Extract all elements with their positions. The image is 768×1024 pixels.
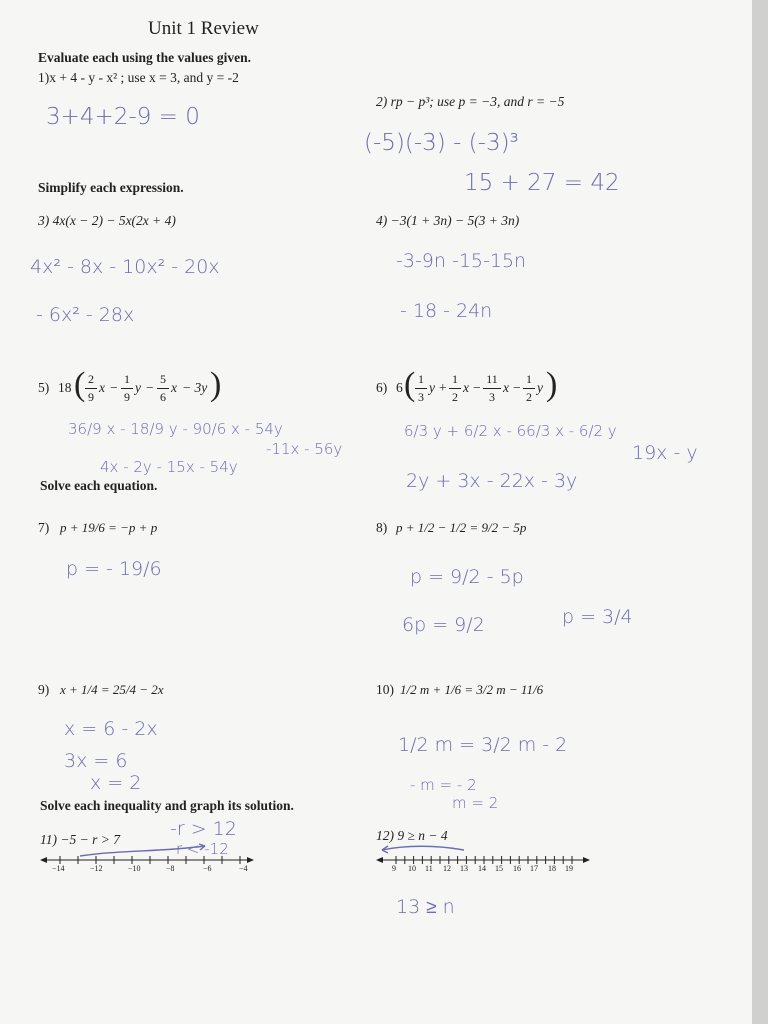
q5-work-line-1: 36/9 x - 18/9 y - 90/6 x - 54y (68, 420, 283, 438)
q5-t2-den: 9 (124, 390, 130, 404)
q9-work-line-2: 3x = 6 (64, 750, 128, 772)
question-8: p + 1/2 − 1/2 = 9/2 − 5p (396, 520, 527, 535)
q6-t1-var: y (429, 380, 435, 395)
section-solve-header: Solve each equation. (40, 478, 158, 493)
q7-handwritten-work: p = - 19/6 (66, 558, 162, 580)
q12-tick-label: 10 (408, 864, 416, 873)
q11-tick-label: −14 (52, 864, 65, 873)
q5-t2-var: y (135, 380, 141, 395)
question-12: 12) 9 ≥ n − 4 (376, 828, 448, 843)
q10-work-line-3: m = 2 (452, 794, 499, 812)
q6-t3-num: 11 (486, 372, 498, 386)
section-simplify-header: Simplify each expression. (38, 180, 184, 195)
q5-work-line-3: -11x - 56y (266, 440, 343, 458)
q12-tick-label: 19 (565, 864, 573, 873)
q12-tick-label: 16 (513, 864, 521, 873)
q5-work-line-2: 4x - 2y - 15x - 54y (100, 458, 238, 476)
q5-coefficient: 18 (58, 380, 72, 395)
question-7-number: 7) (38, 520, 50, 535)
q11-tick-label: −12 (90, 864, 103, 873)
q12-tick-label: 17 (530, 864, 538, 873)
question-2: 2) rp − p³; use p = −3, and r = −5 (376, 94, 565, 109)
q6-t4-var: y (537, 380, 543, 395)
q6-work-line-1: 6/3 y + 6/2 x - 66/3 x - 6/2 y (404, 422, 617, 440)
question-9: x + 1/4 = 25/4 − 2x (60, 682, 164, 697)
q8-work-line-2: 6p = 9/2 (402, 614, 485, 636)
q6-close-paren: ) (546, 366, 558, 403)
q6-t1-num: 1 (418, 372, 424, 386)
q5-open-paren: ( (74, 366, 86, 403)
page-title: Unit 1 Review (148, 18, 259, 39)
question-10-number: 10) (376, 682, 394, 697)
q6-number: 6) (376, 380, 388, 395)
q2-work-line-2: 15 + 27 = 42 (464, 170, 620, 196)
section-inequality-header: Solve each inequality and graph its solution. (40, 798, 294, 813)
q8-work-line-1: p = 9/2 - 5p (410, 566, 524, 588)
page-edge-shadow (752, 0, 768, 1024)
question-8-number: 8) (376, 520, 388, 535)
q11-tick-label: −8 (166, 864, 175, 873)
q3-work-line-1: 4x² - 8x - 10x² - 20x (30, 256, 220, 278)
q6-t2-num: 1 (452, 372, 458, 386)
q5-tail: − 3y (182, 380, 208, 395)
q12-tick-labels (376, 864, 596, 878)
q11-work-line-1: -r > 12 (170, 818, 237, 840)
q3-work-line-2: - 6x² - 28x (36, 304, 135, 326)
q6-t1-den: 3 (418, 390, 424, 404)
q11-work-line-2: r < -12 (176, 840, 229, 858)
q6-t2-den: 2 (452, 390, 458, 404)
q12-tick-label: 12 (443, 864, 451, 873)
q6-coefficient: 6 (396, 380, 403, 395)
q5-number: 5) (38, 380, 50, 395)
q11-tick-label: −6 (203, 864, 212, 873)
q5-t1-den: 9 (88, 390, 94, 404)
section-evaluate-header: Evaluate each using the values given. (38, 50, 252, 65)
question-7: p + 19/6 = −p + p (60, 520, 158, 535)
q11-tick-labels (40, 864, 260, 878)
q6-work-line-3: 19x - y (632, 442, 698, 464)
q6-t3-var: x (503, 380, 509, 395)
q5-t2-num: 1 (124, 372, 130, 386)
q5-t3-var: x (171, 380, 177, 395)
q11-tick-label: −10 (128, 864, 141, 873)
q5-t1-var: x (99, 380, 105, 395)
q6-t3-den: 3 (489, 390, 495, 404)
q6-open-paren: ( (404, 366, 416, 403)
question-10: 1/2 m + 1/6 = 3/2 m − 11/6 (400, 682, 544, 697)
q10-work-line-1: 1/2 m = 3/2 m - 2 (398, 734, 568, 756)
question-3: 3) 4x(x − 2) − 5x(2x + 4) (38, 213, 176, 228)
question-1: 1)x + 4 - y - x² ; use x = 3, and y = -2 (38, 70, 239, 85)
question-9-number: 9) (38, 682, 50, 697)
q4-work-line-2: - 18 - 24n (400, 300, 493, 322)
q5-t3-den: 6 (160, 390, 166, 404)
q6-t4-den: 2 (526, 390, 532, 404)
q5-close-paren: ) (210, 366, 222, 403)
q9-work-line-3: x = 2 (90, 772, 142, 794)
q5-t1-num: 2 (88, 372, 94, 386)
question-6: 6) 6 ( 1 3 y + 1 2 x − 11 3 x − 1 2 y ) (376, 366, 558, 404)
q6-work-line-2: 2y + 3x - 22x - 3y (406, 470, 578, 492)
q10-work-line-2: - m = - 2 (410, 776, 477, 794)
question-4: 4) −3(1 + 3n) − 5(3 + 3n) (376, 213, 520, 228)
q6-t2-var: x (463, 380, 469, 395)
q12-tick-label: 15 (495, 864, 503, 873)
q12-handwritten-work: 13 ≥ n (396, 896, 455, 918)
q9-work-line-1: x = 6 - 2x (64, 718, 158, 740)
q5-t3-num: 5 (160, 372, 166, 386)
q6-t4-num: 1 (526, 372, 532, 386)
q12-tick-label: 9 (392, 864, 396, 873)
q4-work-line-1: -3-9n -15-15n (396, 250, 527, 272)
q8-work-line-3: p = 3/4 (562, 606, 633, 628)
q12-tick-label: 18 (548, 864, 556, 873)
q1-handwritten-work: 3+4+2-9 = 0 (46, 104, 200, 130)
q12-tick-label: 11 (425, 864, 433, 873)
q11-tick-label: −4 (239, 864, 248, 873)
question-5: 5) 18 ( 2 9 x − 1 9 y − 5 6 x − 3y ) (38, 366, 222, 404)
q12-tick-label: 14 (478, 864, 486, 873)
q12-tick-label: 13 (460, 864, 468, 873)
q2-work-line-1: (-5)(-3) - (-3)³ (364, 130, 519, 156)
question-11: 11) −5 − r > 7 (40, 832, 120, 847)
